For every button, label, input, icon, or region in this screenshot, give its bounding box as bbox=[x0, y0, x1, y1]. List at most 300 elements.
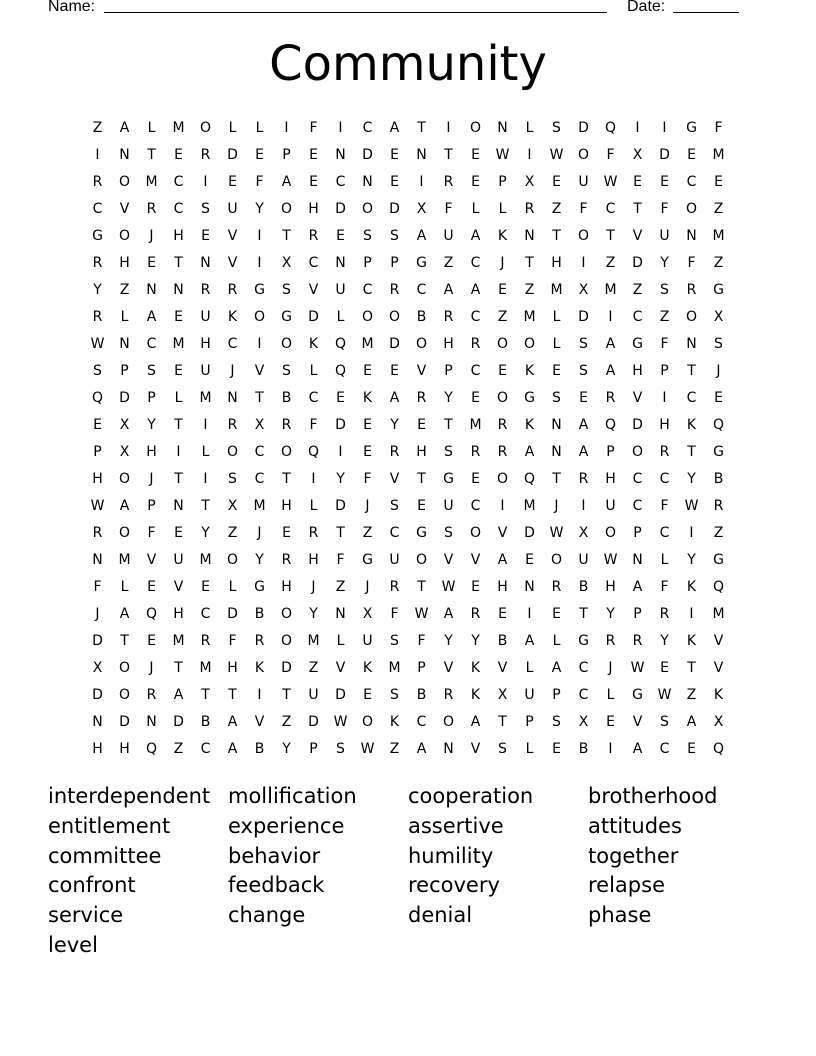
grid-letter: P bbox=[606, 443, 615, 460]
grid-letter: A bbox=[470, 713, 481, 730]
grid-letter: K bbox=[524, 362, 535, 379]
page-title: Community bbox=[269, 36, 547, 92]
grid-letter: X bbox=[281, 254, 292, 271]
grid-letter: E bbox=[687, 740, 696, 757]
grid-letter: G bbox=[92, 227, 103, 244]
grid-letter: V bbox=[389, 470, 400, 487]
grid-letter: X bbox=[713, 308, 724, 325]
grid-letter: S bbox=[93, 362, 102, 379]
grid-letter: Y bbox=[660, 632, 669, 649]
grid-letter: E bbox=[174, 524, 183, 541]
grid-letter: I bbox=[581, 497, 586, 514]
grid-letter: N bbox=[119, 146, 130, 163]
grid-letter: P bbox=[552, 686, 561, 703]
grid-letter: N bbox=[335, 605, 346, 622]
grid-letter: R bbox=[227, 281, 238, 298]
grid-letter: A bbox=[686, 713, 697, 730]
grid-row bbox=[84, 735, 732, 762]
grid-letter: O bbox=[388, 308, 401, 325]
grid-letter: Z bbox=[362, 524, 373, 541]
grid-letter: F bbox=[417, 632, 426, 649]
grid-letter: F bbox=[660, 200, 669, 217]
grid-letter: R bbox=[443, 173, 454, 190]
grid-letter: B bbox=[578, 578, 589, 595]
grid-letter: I bbox=[581, 254, 586, 271]
grid-letter: E bbox=[714, 173, 723, 190]
grid-letter: E bbox=[336, 227, 345, 244]
grid-row bbox=[84, 627, 732, 654]
grid-letter: L bbox=[228, 119, 237, 136]
grid-letter: H bbox=[281, 497, 292, 514]
grid-letter: Z bbox=[308, 659, 319, 676]
grid-letter: H bbox=[632, 362, 643, 379]
grid-letter: W bbox=[603, 551, 618, 568]
grid-letter: C bbox=[227, 335, 238, 352]
grid-letter: X bbox=[92, 659, 103, 676]
grid-letter: E bbox=[201, 227, 210, 244]
grid-letter: V bbox=[227, 254, 238, 271]
grid-letter: V bbox=[632, 389, 643, 406]
grid-letter: T bbox=[525, 254, 534, 271]
grid-letter: R bbox=[200, 146, 211, 163]
grid-letter: U bbox=[200, 362, 211, 379]
grid-letter: W bbox=[549, 524, 564, 541]
grid-letter: C bbox=[632, 470, 643, 487]
grid-row bbox=[84, 465, 732, 492]
grid-letter: N bbox=[173, 497, 184, 514]
grid-letter: O bbox=[577, 146, 590, 163]
grid-letter: C bbox=[470, 362, 481, 379]
grid-row bbox=[84, 681, 732, 708]
grid-letter: O bbox=[415, 551, 428, 568]
grid-letter: X bbox=[497, 686, 508, 703]
letter-grid bbox=[84, 114, 732, 762]
grid-letter: S bbox=[660, 713, 669, 730]
grid-letter: I bbox=[257, 686, 262, 703]
grid-letter: V bbox=[632, 713, 643, 730]
grid-letter: Z bbox=[389, 740, 400, 757]
grid-letter: F bbox=[147, 524, 156, 541]
grid-letter: I bbox=[203, 416, 208, 433]
grid-row bbox=[84, 573, 732, 600]
grid-letter: D bbox=[632, 416, 643, 433]
grid-letter: V bbox=[119, 200, 130, 217]
grid-letter: E bbox=[201, 578, 210, 595]
grid-letter: O bbox=[469, 119, 482, 136]
grid-letter: V bbox=[146, 551, 157, 568]
grid-row bbox=[84, 492, 732, 519]
grid-letter: F bbox=[336, 551, 345, 568]
grid-letter: C bbox=[308, 254, 319, 271]
grid-letter: I bbox=[95, 146, 100, 163]
grid-letter: X bbox=[362, 605, 373, 622]
grid-letter: Q bbox=[334, 335, 347, 352]
grid-letter: X bbox=[578, 713, 589, 730]
grid-letter: G bbox=[362, 551, 373, 568]
grid-letter: Y bbox=[147, 416, 156, 433]
grid-letter: J bbox=[230, 362, 235, 379]
grid-letter: A bbox=[470, 281, 481, 298]
grid-letter: R bbox=[470, 443, 481, 460]
grid-letter: Z bbox=[713, 200, 724, 217]
grid-letter: E bbox=[498, 605, 507, 622]
grid-letter: L bbox=[525, 659, 534, 676]
grid-letter: E bbox=[390, 146, 399, 163]
grid-letter: E bbox=[174, 146, 183, 163]
grid-letter: O bbox=[118, 659, 131, 676]
grid-letter: R bbox=[146, 200, 157, 217]
grid-letter: N bbox=[335, 146, 346, 163]
grid-letter: E bbox=[471, 578, 480, 595]
grid-letter: C bbox=[686, 173, 697, 190]
word-list-item: confront bbox=[48, 873, 136, 898]
grid-letter: N bbox=[92, 713, 103, 730]
grid-letter: T bbox=[282, 227, 291, 244]
grid-letter: E bbox=[390, 362, 399, 379]
grid-letter: I bbox=[527, 146, 532, 163]
grid-letter: Q bbox=[307, 443, 320, 460]
grid-letter: N bbox=[686, 227, 697, 244]
grid-row bbox=[84, 141, 732, 168]
grid-letter: J bbox=[149, 470, 154, 487]
grid-letter: Z bbox=[497, 308, 508, 325]
grid-letter: G bbox=[416, 254, 427, 271]
grid-letter: H bbox=[416, 443, 427, 460]
grid-letter: I bbox=[635, 119, 640, 136]
grid-letter: X bbox=[119, 443, 130, 460]
grid-letter: O bbox=[577, 227, 590, 244]
grid-letter: Z bbox=[281, 713, 292, 730]
grid-letter: R bbox=[524, 200, 535, 217]
grid-letter: Z bbox=[551, 200, 562, 217]
grid-letter: D bbox=[659, 146, 670, 163]
grid-letter: Z bbox=[119, 281, 130, 298]
grid-letter: X bbox=[524, 173, 535, 190]
grid-letter: U bbox=[308, 686, 319, 703]
grid-letter: D bbox=[335, 416, 346, 433]
grid-letter: L bbox=[120, 308, 129, 325]
grid-letter: K bbox=[686, 632, 697, 649]
grid-letter: J bbox=[500, 254, 505, 271]
grid-letter: F bbox=[390, 605, 399, 622]
grid-letter: E bbox=[309, 173, 318, 190]
grid-letter: V bbox=[254, 713, 265, 730]
grid-letter: E bbox=[309, 146, 318, 163]
grid-letter: F bbox=[660, 497, 669, 514]
grid-letter: V bbox=[443, 659, 454, 676]
grid-letter: R bbox=[200, 632, 211, 649]
grid-letter: E bbox=[255, 146, 264, 163]
grid-letter: K bbox=[524, 416, 535, 433]
grid-letter: A bbox=[605, 335, 616, 352]
word-list-item: committee bbox=[48, 843, 162, 868]
grid-letter: R bbox=[92, 524, 103, 541]
grid-letter: T bbox=[147, 146, 156, 163]
word-list-item: experience bbox=[228, 813, 345, 838]
grid-letter: Z bbox=[632, 281, 643, 298]
grid-letter: J bbox=[554, 497, 559, 514]
word-list-item: relapse bbox=[588, 873, 665, 898]
grid-letter: Y bbox=[282, 740, 291, 757]
grid-letter: G bbox=[416, 524, 427, 541]
grid-letter: G bbox=[632, 335, 643, 352]
grid-letter: U bbox=[443, 497, 454, 514]
grid-letter: U bbox=[578, 551, 589, 568]
grid-letter: J bbox=[257, 524, 262, 541]
grid-letter: R bbox=[497, 416, 508, 433]
grid-letter: S bbox=[498, 740, 507, 757]
grid-letter: B bbox=[578, 740, 589, 757]
grid-letter: O bbox=[118, 524, 131, 541]
grid-letter: R bbox=[551, 578, 562, 595]
grid-letter: A bbox=[443, 281, 454, 298]
grid-letter: L bbox=[552, 335, 561, 352]
grid-letter: M bbox=[712, 605, 725, 622]
grid-letter: A bbox=[416, 740, 427, 757]
grid-letter: U bbox=[173, 551, 184, 568]
grid-letter: O bbox=[415, 335, 428, 352]
grid-letter: G bbox=[632, 686, 643, 703]
grid-letter: C bbox=[335, 173, 346, 190]
grid-letter: S bbox=[282, 362, 291, 379]
grid-letter: D bbox=[362, 146, 373, 163]
grid-letter: B bbox=[254, 740, 265, 757]
word-list-item: behavior bbox=[228, 843, 321, 868]
grid-letter: R bbox=[416, 389, 427, 406]
grid-letter: Y bbox=[255, 200, 264, 217]
grid-row bbox=[84, 654, 732, 681]
grid-letter: O bbox=[496, 335, 509, 352]
grid-letter: Q bbox=[712, 578, 725, 595]
grid-letter: M bbox=[388, 659, 401, 676]
grid-letter: Y bbox=[660, 254, 669, 271]
grid-letter: C bbox=[254, 443, 265, 460]
grid-letter: L bbox=[336, 632, 345, 649]
grid-letter: Z bbox=[659, 308, 670, 325]
grid-letter: N bbox=[173, 281, 184, 298]
grid-letter: L bbox=[606, 686, 615, 703]
grid-letter: H bbox=[497, 578, 508, 595]
grid-letter: R bbox=[92, 173, 103, 190]
grid-row bbox=[84, 708, 732, 735]
grid-letter: R bbox=[389, 281, 400, 298]
grid-letter: B bbox=[416, 308, 427, 325]
grid-letter: K bbox=[713, 686, 724, 703]
grid-letter: W bbox=[90, 497, 105, 514]
grid-letter: T bbox=[174, 659, 183, 676]
grid-letter: C bbox=[389, 524, 400, 541]
word-list-item: recovery bbox=[408, 873, 500, 898]
grid-letter: D bbox=[173, 713, 184, 730]
grid-letter: F bbox=[363, 470, 372, 487]
grid-letter: X bbox=[254, 416, 265, 433]
grid-letter: D bbox=[389, 200, 400, 217]
grid-letter: A bbox=[497, 551, 508, 568]
grid-letter: X bbox=[713, 713, 724, 730]
grid-letter: P bbox=[525, 713, 534, 730]
grid-letter: O bbox=[685, 200, 698, 217]
grid-letter: B bbox=[254, 605, 265, 622]
grid-letter: N bbox=[335, 254, 346, 271]
grid-letter: X bbox=[632, 146, 643, 163]
name-field-line[interactable] bbox=[104, 12, 607, 13]
grid-letter: J bbox=[365, 578, 370, 595]
grid-letter: L bbox=[336, 308, 345, 325]
grid-letter: I bbox=[527, 605, 532, 622]
grid-letter: J bbox=[311, 578, 316, 595]
grid-letter: F bbox=[309, 416, 318, 433]
grid-letter: K bbox=[470, 686, 481, 703]
grid-letter: F bbox=[660, 335, 669, 352]
grid-letter: V bbox=[254, 362, 265, 379]
grid-letter: N bbox=[146, 713, 157, 730]
grid-letter: N bbox=[227, 389, 238, 406]
grid-row bbox=[84, 411, 732, 438]
grid-letter: E bbox=[228, 173, 237, 190]
grid-letter: G bbox=[713, 443, 724, 460]
grid-row bbox=[84, 114, 732, 141]
grid-letter: E bbox=[363, 416, 372, 433]
grid-letter: E bbox=[390, 173, 399, 190]
grid-letter: H bbox=[200, 335, 211, 352]
grid-letter: G bbox=[254, 578, 265, 595]
grid-letter: C bbox=[659, 740, 670, 757]
grid-letter: J bbox=[149, 659, 154, 676]
grid-letter: P bbox=[633, 605, 642, 622]
grid-letter: L bbox=[525, 119, 534, 136]
grid-letter: Z bbox=[335, 578, 346, 595]
name-label: Name: bbox=[48, 0, 96, 15]
word-list bbox=[48, 782, 768, 961]
grid-letter: L bbox=[660, 551, 669, 568]
grid-letter: S bbox=[714, 335, 723, 352]
grid-letter: T bbox=[255, 389, 264, 406]
grid-letter: W bbox=[549, 146, 564, 163]
word-list-item: attitudes bbox=[588, 813, 682, 838]
grid-letter: Z bbox=[686, 686, 697, 703]
grid-letter: C bbox=[470, 308, 481, 325]
grid-letter: N bbox=[524, 578, 535, 595]
grid-letter: D bbox=[335, 497, 346, 514]
grid-letter: T bbox=[606, 227, 615, 244]
grid-letter: O bbox=[280, 605, 293, 622]
grid-letter: N bbox=[551, 443, 562, 460]
grid-letter: W bbox=[360, 740, 375, 757]
grid-letter: O bbox=[442, 713, 455, 730]
grid-letter: R bbox=[146, 686, 157, 703]
grid-letter: A bbox=[524, 632, 535, 649]
grid-letter: T bbox=[579, 605, 588, 622]
grid-letter: Y bbox=[255, 551, 264, 568]
grid-letter: M bbox=[199, 659, 212, 676]
grid-letter: Q bbox=[145, 605, 158, 622]
word-list-item: change bbox=[228, 903, 306, 928]
grid-letter: R bbox=[308, 524, 319, 541]
grid-letter: I bbox=[419, 173, 424, 190]
grid-letter: E bbox=[471, 146, 480, 163]
grid-letter: M bbox=[172, 335, 185, 352]
grid-letter: Q bbox=[712, 740, 725, 757]
grid-letter: C bbox=[632, 497, 643, 514]
grid-letter: K bbox=[227, 308, 238, 325]
grid-letter: O bbox=[118, 227, 131, 244]
grid-letter: H bbox=[146, 443, 157, 460]
grid-letter: W bbox=[630, 659, 645, 676]
grid-letter: A bbox=[578, 443, 589, 460]
date-field-line[interactable] bbox=[673, 12, 739, 13]
word-list-item: feedback bbox=[228, 873, 325, 898]
grid-letter: K bbox=[362, 659, 373, 676]
grid-letter: V bbox=[497, 659, 508, 676]
grid-row bbox=[84, 438, 732, 465]
grid-letter: P bbox=[147, 389, 156, 406]
grid-letter: E bbox=[525, 551, 534, 568]
grid-letter: S bbox=[282, 281, 291, 298]
grid-row bbox=[84, 195, 732, 222]
grid-letter: Q bbox=[712, 416, 725, 433]
grid-letter: K bbox=[686, 416, 697, 433]
grid-letter: E bbox=[174, 362, 183, 379]
grid-letter: W bbox=[333, 713, 348, 730]
grid-letter: Z bbox=[227, 524, 238, 541]
grid-letter: H bbox=[443, 335, 454, 352]
grid-letter: Y bbox=[444, 389, 453, 406]
grid-letter: P bbox=[282, 146, 291, 163]
grid-letter: C bbox=[173, 173, 184, 190]
grid-letter: A bbox=[389, 389, 400, 406]
grid-letter: P bbox=[444, 362, 453, 379]
grid-letter: R bbox=[254, 632, 265, 649]
grid-letter: O bbox=[685, 308, 698, 325]
grid-letter: W bbox=[414, 605, 429, 622]
grid-letter: T bbox=[552, 227, 561, 244]
grid-letter: P bbox=[363, 254, 372, 271]
grid-letter: F bbox=[228, 632, 237, 649]
grid-letter: A bbox=[227, 740, 238, 757]
grid-letter: S bbox=[552, 389, 561, 406]
grid-letter: S bbox=[579, 335, 588, 352]
grid-letter: H bbox=[173, 605, 184, 622]
grid-letter: O bbox=[118, 686, 131, 703]
grid-letter: O bbox=[496, 389, 509, 406]
grid-letter: E bbox=[471, 389, 480, 406]
grid-letter: W bbox=[603, 173, 618, 190]
grid-letter: S bbox=[390, 686, 399, 703]
grid-letter: S bbox=[390, 632, 399, 649]
grid-letter: N bbox=[551, 416, 562, 433]
grid-letter: C bbox=[578, 686, 589, 703]
grid-letter: K bbox=[686, 578, 697, 595]
grid-letter: A bbox=[470, 227, 481, 244]
grid-letter: U bbox=[443, 227, 454, 244]
grid-letter: H bbox=[281, 578, 292, 595]
grid-letter: G bbox=[578, 632, 589, 649]
grid-letter: U bbox=[524, 686, 535, 703]
grid-letter: M bbox=[199, 389, 212, 406]
grid-letter: L bbox=[552, 632, 561, 649]
grid-letter: A bbox=[119, 605, 130, 622]
grid-letter: P bbox=[309, 740, 318, 757]
grid-letter: I bbox=[257, 335, 262, 352]
grid-row bbox=[84, 303, 732, 330]
word-list-item: cooperation bbox=[408, 784, 534, 808]
grid-letter: P bbox=[498, 173, 507, 190]
grid-letter: H bbox=[119, 740, 130, 757]
grid-letter: C bbox=[308, 389, 319, 406]
grid-letter: X bbox=[578, 524, 589, 541]
grid-letter: E bbox=[552, 740, 561, 757]
grid-letter: S bbox=[201, 200, 210, 217]
